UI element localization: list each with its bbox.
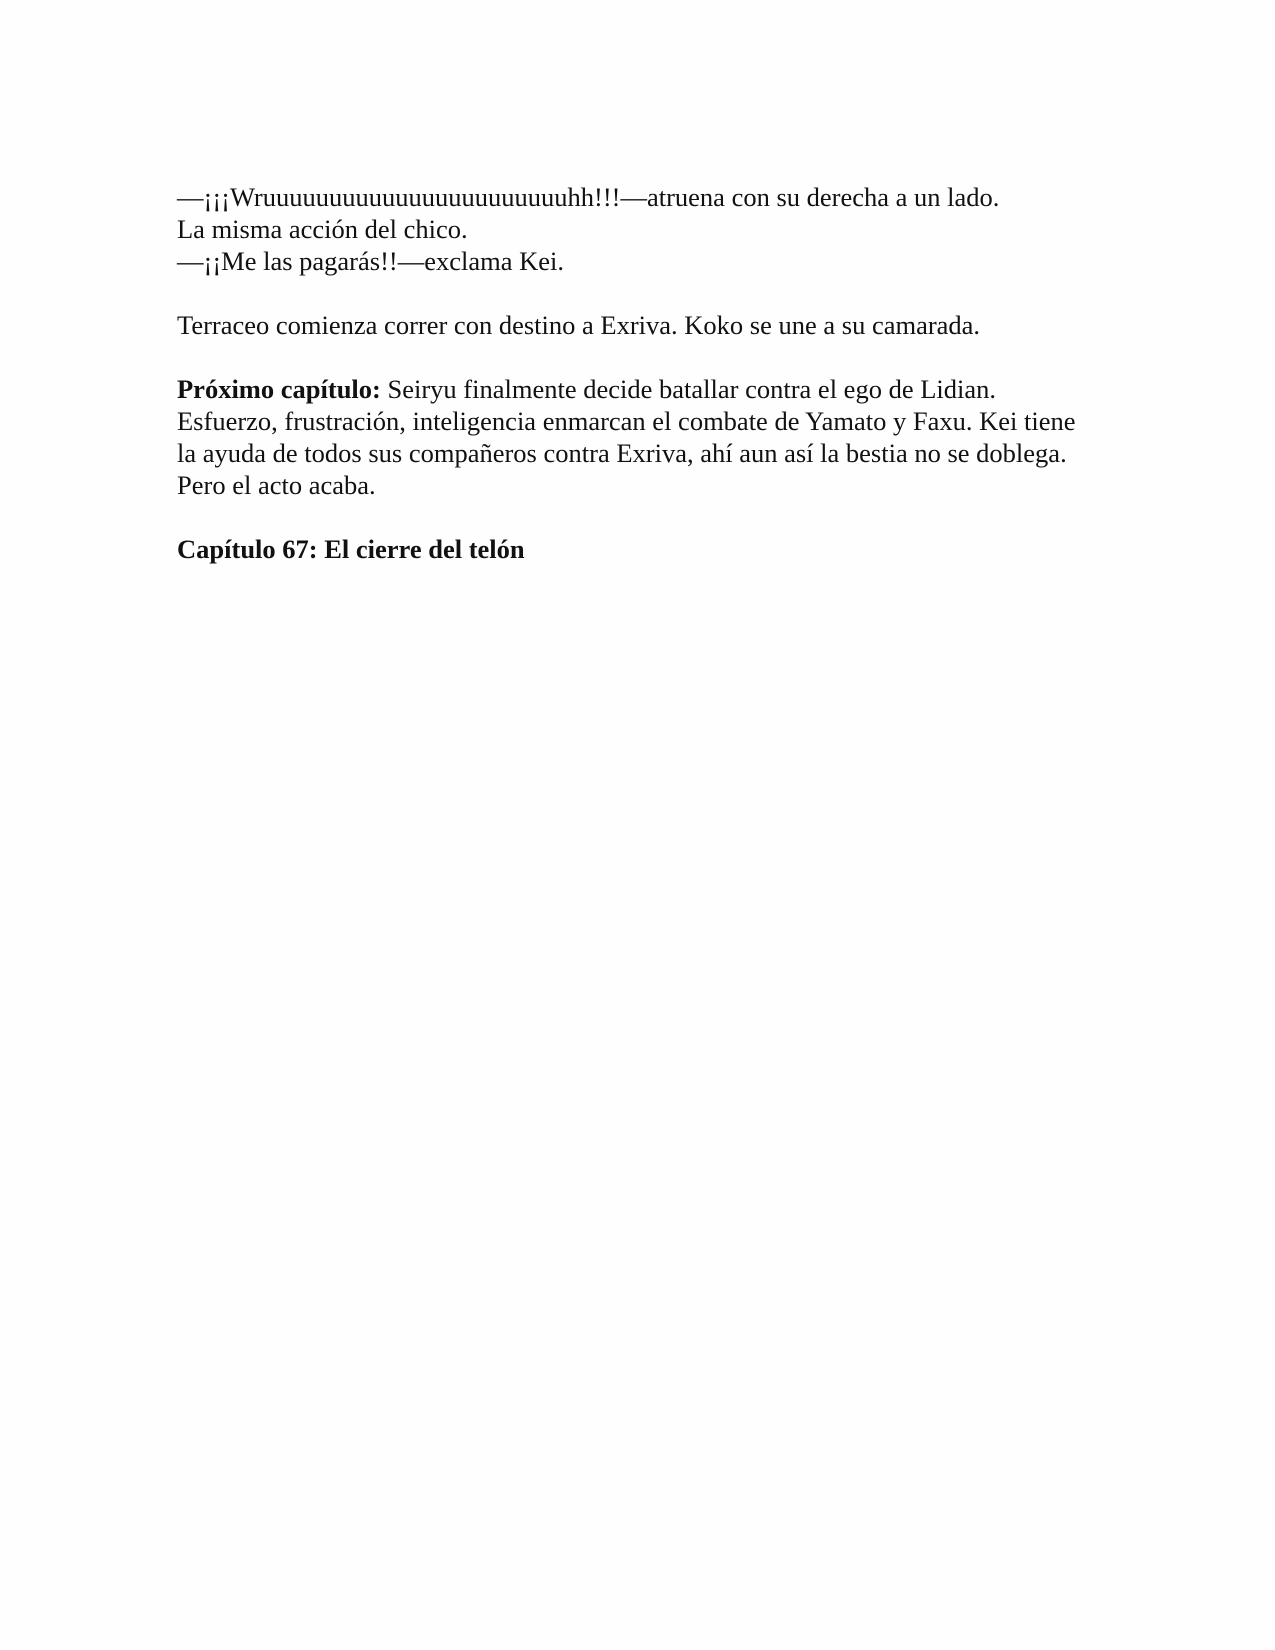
paragraph-gap — [177, 341, 1097, 373]
next-chapter-paragraph — [177, 373, 1097, 501]
dialogue-line-2: La misma acción del chico. — [177, 214, 468, 244]
paragraph-gap — [177, 501, 1097, 533]
next-chapter-text: Seiryu finalmente decide batallar contra el ego de Lidian. Esfuerzo, frustración, inteligencia enmarcan el combate de Yamato y Faxu. Kei tiene la ayuda de todos sus compañeros contra Exriva, ahí aun así la bestia no se doblega. Pero el acto acaba. — [177, 374, 1076, 500]
dialogue-line-3: —¡¡Me las pagarás!!—exclama Kei. — [177, 246, 565, 276]
dialogue-line-1: —¡¡¡Wruuuuuuuuuuuuuuuuuuuuuuuhh!!!—atruena con su derecha a un lado. — [177, 182, 1000, 212]
page-content — [177, 181, 1097, 565]
chapter-title: Capítulo 67: El cierre del telón — [177, 534, 525, 564]
next-chapter-label: Próximo capítulo: — [177, 374, 381, 404]
narration-paragraph: Terraceo comienza correr con destino a Exriva. Koko se une a su camarada. — [177, 310, 981, 340]
paragraph-gap — [177, 277, 1097, 309]
